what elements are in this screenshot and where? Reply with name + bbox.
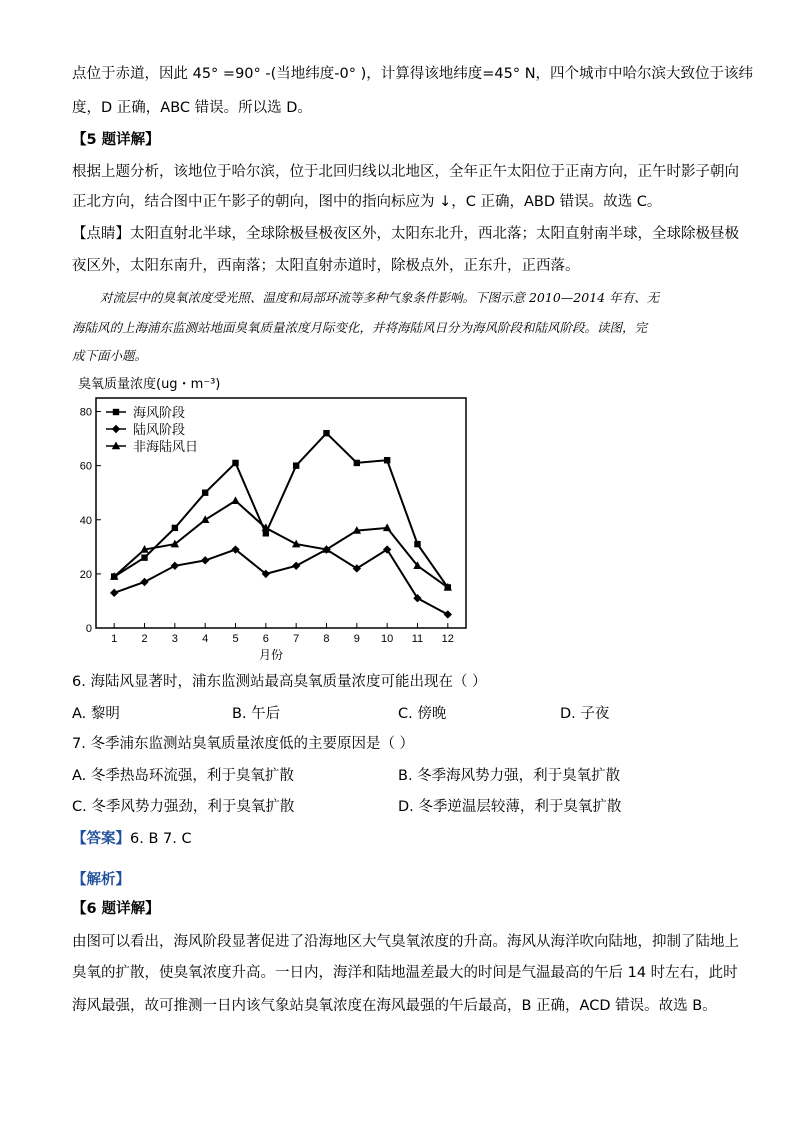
data-point — [231, 496, 239, 504]
answer-row — [72, 827, 192, 848]
y-axis-label: 臭氧质量浓度(ug・m⁻³) — [78, 377, 221, 392]
series-line-3 — [114, 501, 448, 588]
q6-option-d: D. 子夜 — [560, 706, 610, 722]
x-tick-label: 9 — [353, 633, 360, 645]
x-tick-label: 2 — [141, 633, 148, 645]
y-tick-label: 60 — [79, 460, 92, 473]
data-point — [414, 541, 420, 547]
data-point — [232, 460, 238, 466]
q7-option-b: B. 冬季海风势力强，利于臭氧扩散 — [398, 768, 621, 784]
legend-marker — [112, 425, 120, 433]
data-point — [444, 610, 452, 618]
text-line: 臭氧的扩散，使臭氧浓度升高。一日内，海洋和陆地温差最大的时间是气温最高的午后 14 时左右，此时 — [72, 965, 738, 981]
detail-6-heading: 【6 题详解】 — [72, 901, 160, 917]
y-tick-label: 40 — [79, 514, 92, 527]
series-line-1 — [114, 433, 448, 587]
intro-line: 对流层中的臭氧浓度受光照、温度和局部环流等多种气象条件影响。下图示意 2010—2014 年有、无 — [100, 290, 660, 305]
x-tick-label: 5 — [232, 633, 239, 645]
intro-line: 成下面小题。 — [72, 348, 148, 363]
answer-label: 【答案】 — [72, 831, 130, 847]
x-tick-label: 8 — [323, 633, 330, 645]
text-line: 点位于赤道，因此 45° =90° -(当地纬度-0° )，计算得该地纬度=45° N，四个城市中哈尔滨大致位于该纬 — [72, 66, 754, 82]
y-tick-label: 20 — [79, 568, 92, 581]
q6-option-b: B. 午后 — [232, 706, 281, 722]
answer-value: 6. B 7. C — [130, 831, 192, 847]
x-tick-label: 4 — [202, 633, 209, 645]
data-point — [323, 430, 329, 436]
question-7-stem: 7. 冬季浦东监测站臭氧质量浓度低的主要原因是（ ） — [72, 736, 415, 752]
analysis-label: 【解析】 — [72, 872, 130, 888]
x-tick-label: 6 — [262, 633, 269, 645]
data-point — [141, 554, 147, 560]
data-point — [171, 562, 179, 570]
x-axis-label: 月份 — [258, 648, 284, 662]
question-6-stem: 6. 海陆风显著时，浦东监测站最高臭氧质量浓度可能出现在（ ） — [72, 674, 487, 690]
x-tick-label: 1 — [111, 633, 118, 645]
ozone-chart — [72, 374, 492, 664]
y-tick-label: 0 — [85, 623, 92, 635]
text-line: 度，D 正确，ABC 错误。所以选 D。 — [72, 100, 312, 116]
section-heading: 【5 题详解】 — [72, 132, 160, 148]
series-line-2 — [114, 550, 448, 615]
text-line: 【点睛】太阳直射北半球，全球除极昼极夜区外，太阳东北升，西北落；太阳直射南半球，全球除极昼极 — [72, 226, 739, 242]
legend-label: 非海陆风日 — [133, 440, 199, 455]
legend-marker — [113, 409, 119, 415]
legend-label: 陆风阶段 — [133, 423, 186, 438]
q6-option-c: C. 傍晚 — [398, 706, 447, 722]
x-tick-label: 12 — [441, 633, 454, 645]
intro-line: 海陆风的上海浦东监测站地面臭氧质量浓度月际变化，并将海陆风日分为海风阶段和陆风阶段。读图，完 — [72, 320, 648, 335]
q6-option-a: A. 黎明 — [72, 706, 120, 722]
chart-svg — [72, 374, 492, 664]
q7-option-d: D. 冬季逆温层较薄，利于臭氧扩散 — [398, 799, 622, 815]
legend-label: 海风阶段 — [133, 406, 186, 421]
data-point — [110, 589, 118, 597]
text-line: 由图可以看出，海风阶段显著促进了沿海地区大气臭氧浓度的升高。海风从海洋吹向陆地，抑制了陆地上 — [72, 934, 739, 950]
q7-option-c: C. 冬季风势力强劲，利于臭氧扩散 — [72, 799, 295, 815]
x-tick-label: 11 — [411, 633, 424, 645]
x-tick-label: 3 — [171, 633, 178, 645]
y-tick-label: 80 — [79, 406, 92, 419]
data-point — [140, 578, 148, 586]
text-line: 海风最强，故可推测一日内该气象站臭氧浓度在海风最强的午后最高，B 正确，ACD 错误。故选 B。 — [72, 998, 717, 1014]
q7-option-a: A. 冬季热岛环流强，利于臭氧扩散 — [72, 768, 294, 784]
data-point — [172, 525, 178, 531]
data-point — [293, 462, 299, 468]
data-point — [202, 490, 208, 496]
x-tick-label: 10 — [381, 633, 394, 645]
text-line: 正北方向，结合图中正午影子的朝向，图中的指向标应为 ↓，C 正确，ABD 错误。故选 C。 — [72, 194, 662, 210]
x-tick-label: 7 — [293, 633, 300, 645]
data-point — [384, 457, 390, 463]
text-line: 夜区外，太阳东南升，西南落；太阳直射赤道时，除极点外，正东升，正西落。 — [72, 258, 580, 274]
data-point — [292, 562, 300, 570]
data-point — [354, 460, 360, 466]
text-line: 根据上题分析，该地位于哈尔滨，位于北回归线以北地区，全年正午太阳位于正南方向，正午时影子朝向 — [72, 164, 739, 180]
data-point — [201, 556, 209, 564]
